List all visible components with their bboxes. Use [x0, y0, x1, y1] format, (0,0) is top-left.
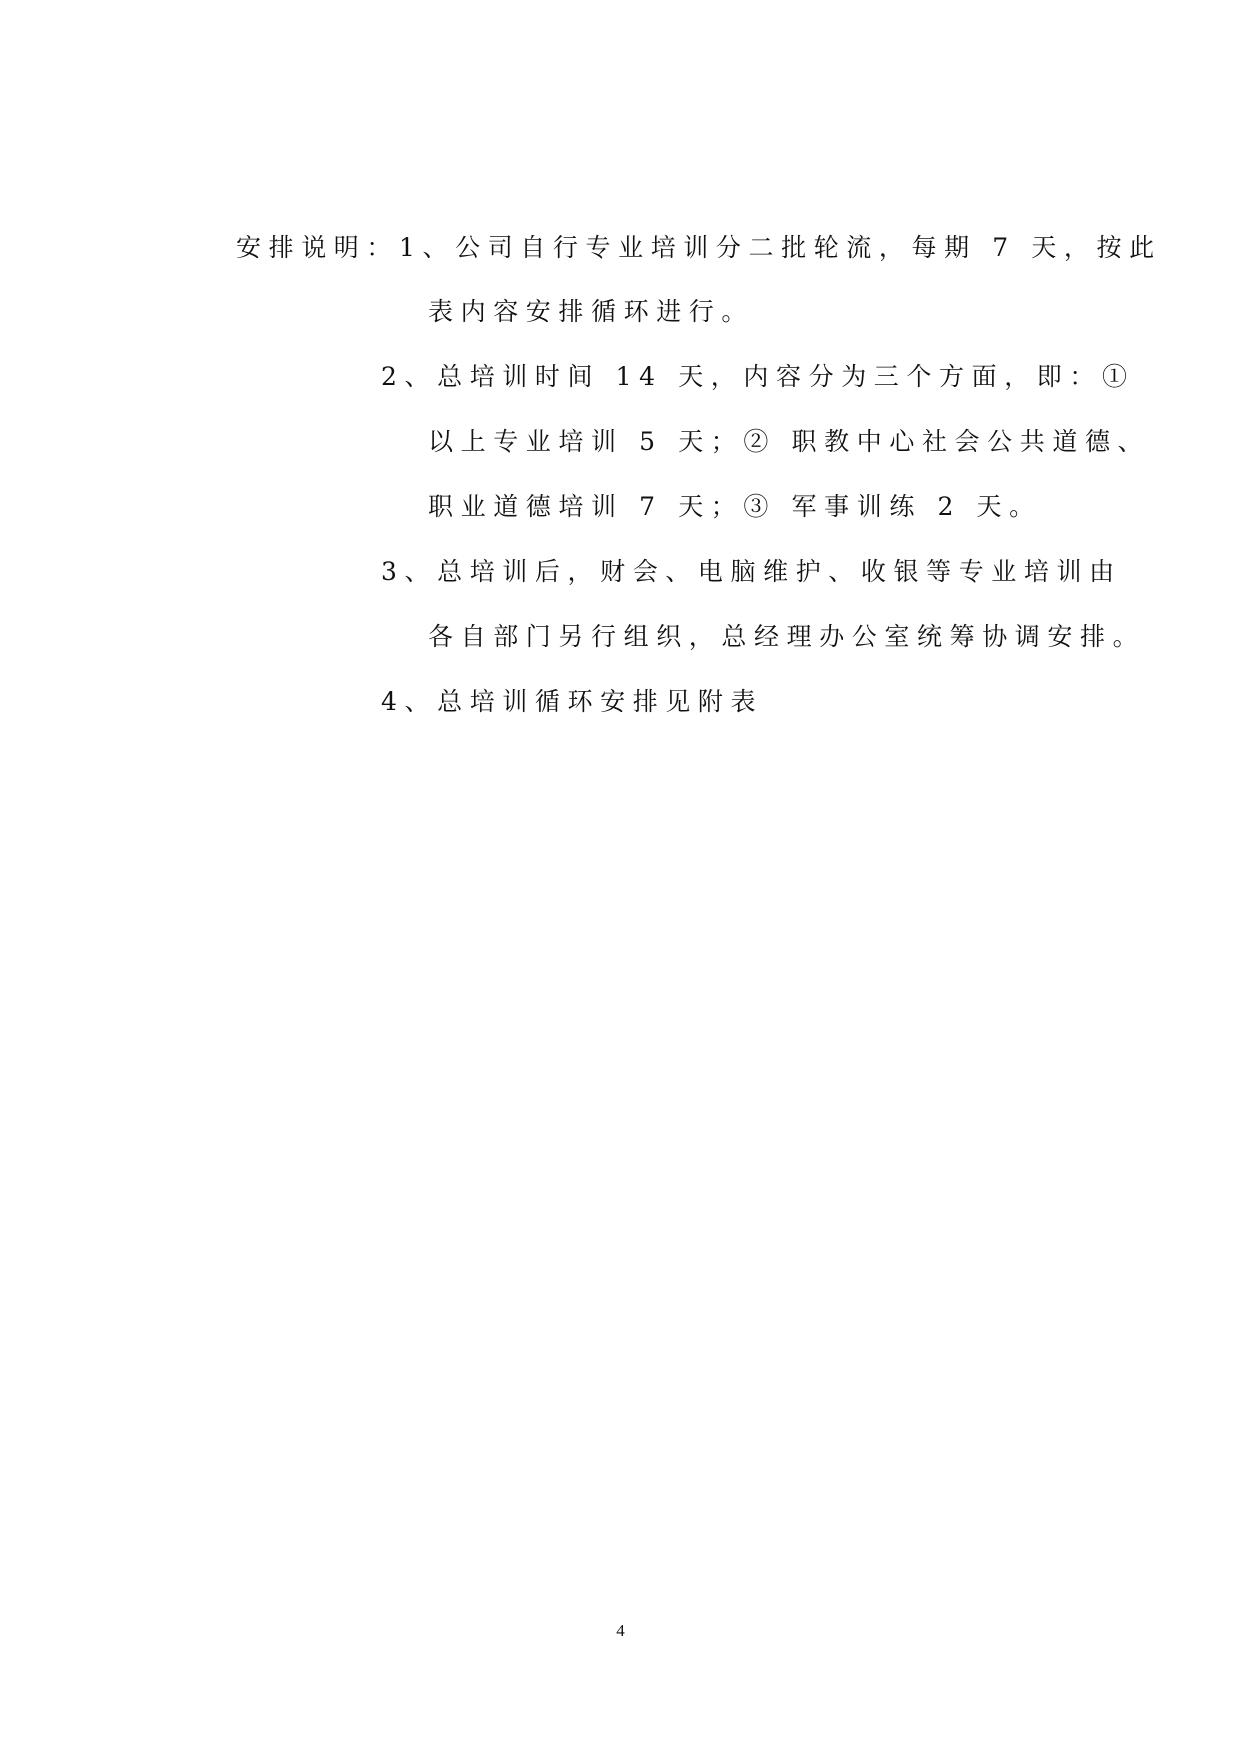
arrangement-note-line-7: 各自部门另行组织，总经理办公室统筹协调安排。	[428, 622, 1146, 651]
arrangement-note-line-2: 表内容安排循环进行。	[428, 297, 755, 326]
arrangement-note-line-6: 3、总培训后，财会、电脑维护、收银等专业培训由	[381, 557, 1122, 586]
page-number: 4	[616, 1621, 625, 1640]
arrangement-note-line-4: 以上专业培训 5 天；② 职教中心社会公共道德、	[428, 427, 1151, 456]
arrangement-note-line-3: 2、总培训时间 14 天，内容分为三个方面，即：①	[381, 362, 1135, 391]
arrangement-note-line-8: 4、总培训循环安排见附表	[381, 687, 764, 716]
arrangement-note-line-5: 职业道德培训 7 天；③ 军事训练 2 天。	[428, 492, 1042, 521]
arrangement-note-line-1: 安排说明：1、公司自行专业培训分二批轮流，每期 7 天，按此	[236, 233, 1162, 262]
